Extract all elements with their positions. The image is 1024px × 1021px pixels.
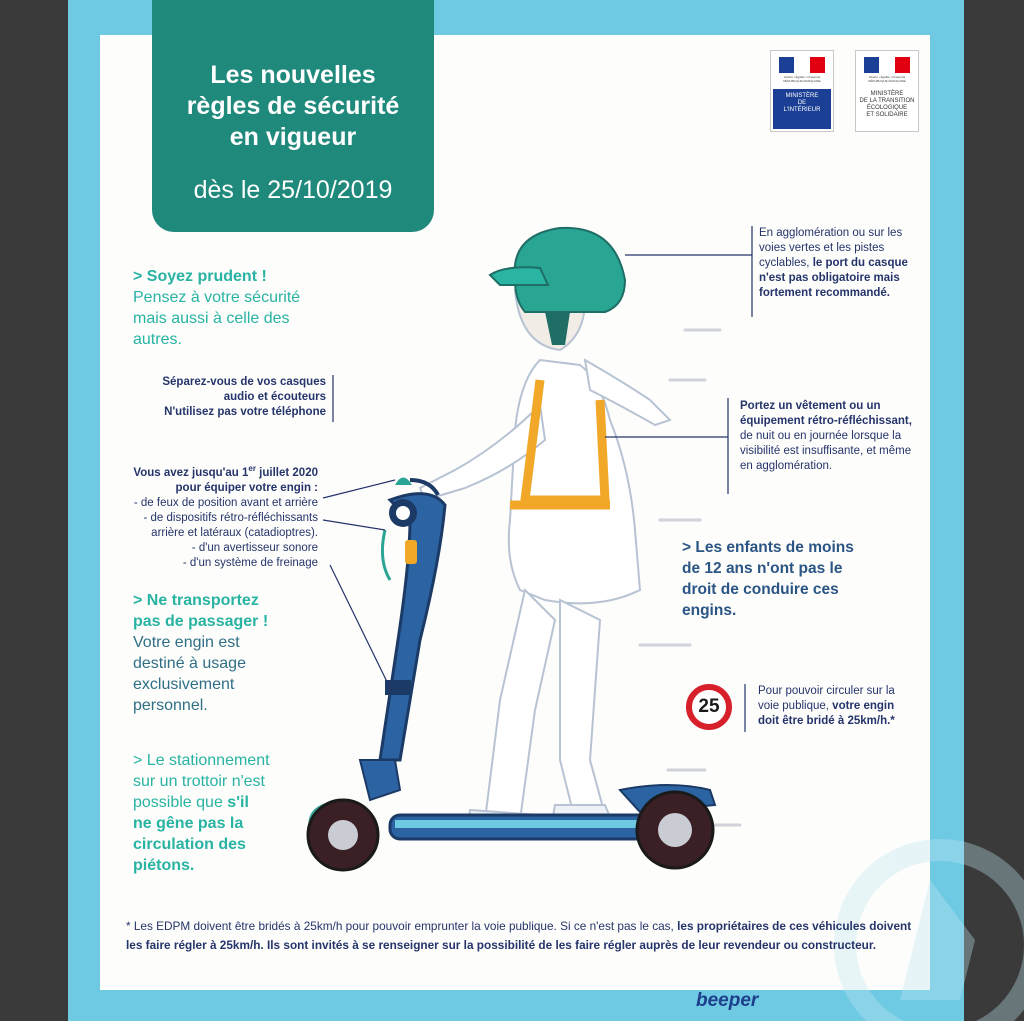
footnote: * Les EDPM doivent être bridés à 25km/h pour pouvoir emprunter la voie publique. Si ce n'est pas le cas, les propriétaires de ces véhicules doivent les faire régler à 25km/h. Ils sont invités à se renseigner sur la possibilité de les faire régler auprès de leur revendeur ou constructeur. — [126, 919, 912, 952]
title-banner — [152, 0, 434, 232]
parking-rule: > Le stationnement sur un trottoir n'est possible que s'il ne gêne pas la circulation des piétons. — [133, 752, 270, 874]
passenger-rule: > Ne transportez pas de passager ! Votre engin est destiné à usage exclusivement personnel. — [133, 592, 269, 714]
ministere-interieur-logo: Liberté • Égalité • Fraternité RÉPUBLIQUE FRANÇAISE MINISTÈRE DE L'INTÉRIEUR — [770, 50, 834, 132]
children-rule: > Les enfants de moins de 12 ans n'ont pas le droit de conduire ces engins. — [682, 539, 854, 619]
helmet — [490, 228, 625, 345]
speed-rule: Pour pouvoir circuler sur la voie publique, votre engin doit être bridé à 25km/h.* — [758, 685, 895, 727]
main-title: Les nouvelles règles de sécurité en vigueur — [186, 61, 400, 151]
helmet-advice: En agglomération ou sur les voies vertes et les pistes cyclables, le port du casque n'est pas obligatoire mais fortement recommandé. — [759, 227, 908, 299]
speed-limit-sign: 25 — [686, 684, 732, 730]
effective-date: dès le 25/10/2019 — [193, 176, 393, 204]
ministere-transition-logo: Liberté • Égalité • Fraternité RÉPUBLIQUE FRANÇAISE MINISTÈRE DE LA TRANSITION ÉCOLOGIQUE ET SOLIDAIRE — [855, 50, 919, 132]
equipment-requirements: Vous avez jusqu'au 1er juillet 2020 pour équiper votre engin : - de feux de position avant et arrière - de dispositifs rétro-réfléchissants arrière et latéraux (catadioptres). - d'un avertisseur sonore - d'un système de freinage — [133, 464, 318, 569]
rider — [420, 290, 670, 830]
vest-advice: Portez un vêtement ou un équipement rétro-réfléchissant, de nuit ou en journée lorsque la visibilité est insuffisante, et même en agglomération. — [740, 400, 912, 472]
beeper-logo: beeper — [696, 990, 759, 1011]
prudent-block: > Soyez prudent ! Pensez à votre sécurité mais aussi à celle des autres. — [133, 268, 301, 348]
headphones-advice: Séparez-vous de vos casques audio et écouteurs N'utilisez pas votre téléphone — [162, 376, 326, 418]
